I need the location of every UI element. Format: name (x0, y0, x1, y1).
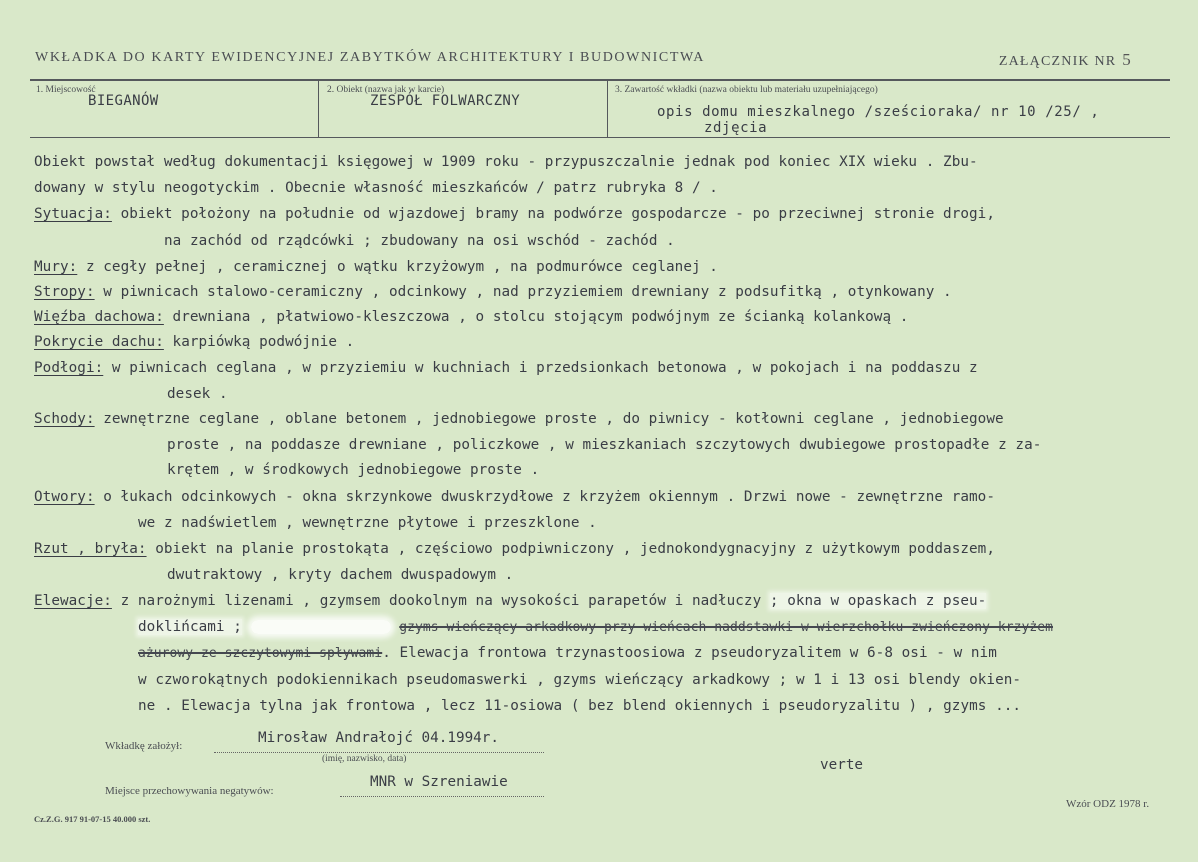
body-line: w czworokątnych podokiennikach pseudomaswerki , gzyms wieńczący arkadkowy ; w 1 i 13 osi blendy okien- (138, 672, 1022, 688)
section-label-sytuacja: Sytuacja: (34, 206, 112, 222)
body-line: desek . (167, 386, 228, 402)
section-label-podlogi: Podłogi: (34, 360, 104, 376)
attachment-number (999, 50, 1132, 70)
template-code: Wzór ODZ 1978 r. (1066, 798, 1150, 810)
author-label: Wkładkę założył: (105, 740, 183, 752)
body-line: Obiekt powstał według dokumentacji księgowej w 1909 roku - przypuszczalnie jednak pod koniec XIX wieku . Zbu- (34, 154, 978, 170)
body-line: dwutraktowy , kryty dachem dwuspadowym . (167, 567, 514, 583)
struck-text: ażurowy ze szczytowymi spływami (138, 646, 383, 661)
section-label-wiezba: Więźba dachowa: (34, 309, 164, 325)
print-info: Cz.Z.G. 917 91-07-15 40.000 szt. (34, 814, 151, 824)
body-line: Mury: z cegły pełnej , ceramicznej o wątku krzyżowym , na podmurówce ceglanej . (34, 259, 718, 275)
body-line (138, 619, 1053, 635)
cell-1-value: BIEGANÓW (88, 93, 159, 109)
author-caption: (imię, nazwisko, data) (322, 754, 407, 764)
divider-2 (607, 81, 608, 137)
highlighted-text: doklińcami ; (138, 619, 242, 635)
cell-3-value-2: zdjęcia (704, 120, 768, 136)
cell-1-label: 1. Miejscowość (36, 85, 96, 95)
body-line: ażurowy ze szczytowymi spływami. Elewacja frontowa trzynastoosiowa z pseudoryzalitem w 6-8 osi - w nim (138, 645, 997, 661)
body-line: na zachód od rządcówki ; zbudowany na osi wschód - zachód . (164, 233, 675, 249)
body-line: Pokrycie dachu: karpiówką podwójnie . (34, 334, 355, 350)
body-line: Podłogi: w piwnicach ceglana , w przyziemiu w kuchniach i przedsionkach betonowa , w pokojach i na poddaszu z (34, 360, 978, 376)
cell-2-label: 2. Obiekt (nazwa jak w karcie) (327, 85, 445, 95)
negatives-value: MNR w Szreniawie (370, 774, 508, 790)
section-label-otwory: Otwory: (34, 489, 95, 505)
negatives-label: Miejsce przechowywania negatywów: (105, 785, 274, 797)
body-line: Schody: zewnętrzne ceglane , oblane betonem , jednobiegowe proste , do piwnicy - kotłowni ceglane , jednobiegowe (34, 411, 1004, 427)
section-label-pokrycie: Pokrycie dachu: (34, 334, 164, 350)
body-line: krętem , w środkowych jednobiegowe proste . (167, 462, 540, 478)
struck-text: gzyms wieńczący arkadkowy przy wieńcach naddstawki w wierzchołku zwieńczony krzyżem (399, 620, 1053, 635)
form-title: WKŁADKA DO KARTY EWIDENCYJNEJ ZABYTKÓW ARCHITEKTURY I BUDOWNICTWA (35, 50, 705, 65)
highlighted-text: ; okna w opaskach z pseu- (769, 593, 987, 609)
correction-fluid-mark (251, 620, 391, 634)
body-line: we z nadświetlem , wewnętrzne płytowe i przeszklone . (138, 515, 597, 531)
body-line: Sytuacja: obiekt położony na południe od wjazdowej bramy na podwórze gospodarcze - po przeciwnej stronie drogi, (34, 206, 995, 222)
section-label-elewacje: Elewacje: (34, 593, 112, 609)
divider-1 (318, 81, 319, 137)
body-line: Otwory: o łukach odcinkowych - okna skrzynkowe dwuskrzydłowe z krzyżem okiennym . Drzwi nowe - zewnętrzne ramo- (34, 489, 995, 505)
section-label-schody: Schody: (34, 411, 95, 427)
body-line: Rzut , bryła: obiekt na planie prostokąta , częściowo podpiwniczony , jednokondygnacyjny z użytkowym poddaszem, (34, 541, 995, 557)
top-rule (30, 79, 1170, 81)
cell-2-value: ZESPÓŁ FOLWARCZNY (370, 93, 521, 109)
author-line (214, 752, 544, 753)
cell-3-value-1: opis domu mieszkalnego /sześcioraka/ nr 10 /25/ , (657, 104, 1100, 120)
body-line: ne . Elewacja tylna jak frontowa , lecz 11-osiowa ( bez blend okiennych i pseudoryzalitu ) , gzyms ... (138, 698, 1022, 714)
negatives-line (340, 796, 544, 797)
section-label-stropy: Stropy: (34, 284, 95, 300)
bottom-rule (30, 137, 1170, 138)
section-label-rzut: Rzut , bryła: (34, 541, 147, 557)
attachment-label: ZAŁĄCZNIK NR (998, 54, 1117, 69)
verte-note: verte (820, 757, 864, 773)
author-value: Mirosław Andrałojć 04.1994r. (258, 730, 500, 746)
body-line: Elewacje: z narożnymi lizenami , gzymsem dookolnym na wysokości parapetów i nadłuczy ; okna w opaskach z pseu- (34, 593, 987, 609)
body-line: Stropy: w piwnicach stalowo-ceramiczny , odcinkowy , nad przyziemiem drewniany z podsufitką , otynkowany . (34, 284, 952, 300)
body-line: Więźba dachowa: drewniana , płatwiowo-kleszczowa , o stolcu stojącym podwójnym ze ścianką kolankową . (34, 309, 909, 325)
body-line: dowany w stylu neogotyckim . Obecnie własność mieszkańców / patrz rubryka 8 / . (34, 180, 718, 196)
body-line: proste , na poddasze drewniane , policzkowe , w mieszkaniach szczytowych dwubiegowe prostopadłe z za- (167, 437, 1042, 453)
cell-3-label: 3. Zawartość wkładki (nazwa obiektu lub materiału uzupełniającego) (615, 85, 878, 95)
section-label-mury: Mury: (34, 259, 78, 275)
attachment-number-value: 5 (1122, 50, 1132, 69)
